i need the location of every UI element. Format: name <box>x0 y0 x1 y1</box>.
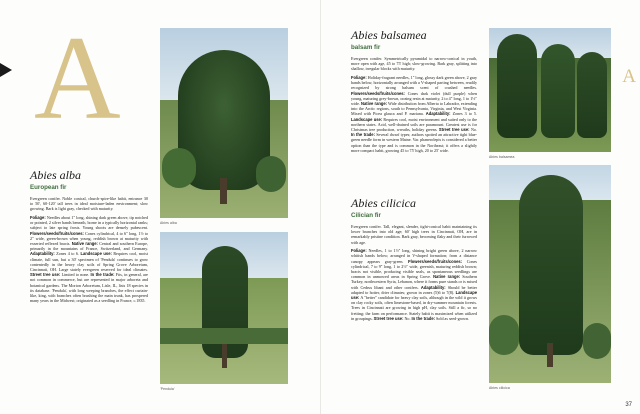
abies-balsamea-photo-caption: Abies balsamea <box>489 154 515 159</box>
shrub-shape <box>256 156 286 192</box>
paragraph-text: No. <box>469 127 477 133</box>
run-in-head: Adaptability: <box>420 284 446 290</box>
right-page <box>321 0 640 414</box>
abies-cilicica-photo <box>489 165 611 383</box>
run-in-head: Landscape use: <box>351 116 383 122</box>
paragraph-text: Sold as seed-grown. <box>434 315 470 321</box>
abies-cilicica-body <box>351 224 477 321</box>
paragraph-text: Fits, in general, are not common in commerce, but are represented in major arboreta and botanical gardens. The Morton Arboretum, Lisle, IL, lists 18 species in its database. 'Pendula', with long weeping branches, the effect curtain-like, king, with branches often brushing the main trunk, has prospered many years in the Midwest; originated as a seedling in France, c.1835. <box>30 272 148 304</box>
paragraph <box>351 56 477 72</box>
run-in-head: Foliage: <box>351 248 367 254</box>
run-in-head: In the trade: <box>351 132 375 138</box>
abies-balsamea-body <box>351 56 477 153</box>
abies-balsamea-photo <box>489 28 611 152</box>
run-in-head: Street tree use: <box>30 272 61 278</box>
run-in-head: Adaptability: <box>425 111 451 117</box>
page-number: 37 <box>625 402 632 408</box>
hedge-shape <box>160 328 288 344</box>
run-in-head: Street tree use: <box>373 315 404 321</box>
paragraph-text: Evergreen conifer. Tall, elegant, slender, tight-conical habit maintaining its lower branches into old age; 60' high trees in Cincinnati, OH, are in remarkably pristine condition. Bark gray, becoming flaky and their furrowed with age. <box>351 224 477 245</box>
paragraph <box>30 215 148 303</box>
drop-cap-letter: A <box>34 11 121 144</box>
paragraph-text: Holiday-fragrant needles, 1" long, glossy dark green above, 2 gray bands below, horizontally arranged with a V-shaped parting between, readily recognized by strong balsam scent of crushed needles. <box>351 75 477 91</box>
paragraph-text: Zones 3 to 5. <box>450 111 478 117</box>
species-name-abies-alba: Abies alba <box>30 168 81 182</box>
tree-trunk <box>222 344 227 368</box>
common-name-balsam-fir: balsam fir <box>351 44 381 51</box>
tree-shape <box>541 44 575 138</box>
paragraph-text: Several dwarf types; authors spotted an attractive tight blue-green needle form in western Maine. Var. phanerolepis is considered a better option than the type and is common in the Northeast; it offers a slightly more compact habit, growing 45 to 75' high, 20 to 25' wide. <box>351 132 477 153</box>
paragraph-text: Limited to none. <box>60 272 91 278</box>
paragraph-text: Wide distribution from Alberta to Labrador, extending into the Arctic regions, south to Pennsylvania, Virginia, and West Virginia. Mixed with Picea glauca and P. mariana. <box>351 101 477 117</box>
paragraph-text: Requires cool, moist environment and suited only to the northern states. Acid, well-drained soils are paramount. Greatest use is for Christmas tree production, wreaths, holiday greens. <box>351 116 477 133</box>
run-in-head: Adaptability: <box>30 251 55 257</box>
abies-alba-body <box>30 196 148 303</box>
abies-alba-photo-caption: Abies alba <box>160 220 177 225</box>
paragraph-text: Needles about 1" long, shining dark green above, tip notched or pointed, 2 silver bands beneath, borne in a typically horizontal ranks; subject to late spring frosts. Young shoots are densely pubescent. <box>30 215 148 231</box>
common-name-european-fir: European fir <box>30 184 67 191</box>
paragraph-text: A "better" candidate for heavy clay soils, although in the wild it grows on clay rocky soils, often limestone-based, in dry-summer mountain forests. Trees in Cincinnati are growing in high pH, clay soils. Still a fir, so no fretting; the farm on performance. Stately habit is maximized when utilized in groupings. <box>351 295 477 321</box>
tree-trunk <box>220 178 227 204</box>
paragraph-text: Cones dark violet (dull purple) when young, maturing grey-brown, oozing resin at maturity, 2 to 4" long, 1 to 1½" wide. <box>351 90 477 107</box>
shrub-shape <box>162 148 196 188</box>
run-in-head: Flowers/seeds/fruits/cones: <box>30 230 84 236</box>
right-edge-letter-marker: A <box>622 66 636 87</box>
run-in-head: Foliage: <box>351 75 367 80</box>
paragraph-text: Zones 4 to 6. <box>54 251 81 257</box>
run-in-head: Flowers/seeds/fruits/cones: <box>408 258 463 264</box>
run-in-head: Landscape use: <box>80 251 112 257</box>
paragraph <box>351 224 477 245</box>
run-in-head: Native range: <box>361 101 387 107</box>
paragraph-text: Should be better adapted to hotter, drier climates; grown in zones (5)6 to 7(8). <box>351 284 478 295</box>
abies-alba-pendula-photo <box>160 232 288 384</box>
paragraph-text: No. <box>403 315 412 321</box>
abies-alba-pendula-photo-caption: 'Pendula' <box>160 386 175 391</box>
species-name-abies-cilicica: Abies cilicica <box>351 196 416 210</box>
abies-alba-photo <box>160 28 288 218</box>
paragraph-text: Cones cylindrical, 4 to 6" long, 1½ to 2" wide, green-brown when young, reddish brown at maturity with exserted reflexed bracts. <box>30 230 148 247</box>
run-in-head: Flowers/seeds/fruits/cones: <box>351 90 405 96</box>
common-name-cilician-fir: Cilician fir <box>351 212 381 219</box>
paragraph <box>351 248 477 321</box>
paragraph-text: Requires cool, moist climate, full sun, but a 30' specimen of 'Pendula' continues to grow contentedly in the heavy clay soils of Spring Grove Arboretum, Cincinnati, OH. Large stately evergreen reserved for ideal climates. <box>30 251 148 273</box>
abies-balsamea-entry <box>351 28 477 156</box>
paragraph-text: Evergreen conifer. Symmetrically pyramidal to narrow-conical in youth, more open with age, 45 to 75' high; slow-growing. Bark gray, splitting into shallow, irregular blocks with maturity. <box>351 56 477 72</box>
paragraph <box>351 75 477 153</box>
tree-trunk <box>547 343 553 367</box>
paragraph-text: Southern Turkey, northwestern Syria, Lebanon, where it forms pure stands or is mixed with Cedrus libani and other conifers. <box>351 274 477 290</box>
run-in-head: Landscape use: <box>351 289 477 301</box>
conifer-shape <box>519 175 583 355</box>
abies-cilicica-photo-caption: Abies cilicica <box>489 385 510 390</box>
run-in-head: Foliage: <box>30 215 46 220</box>
run-in-head: In the trade: <box>90 272 115 278</box>
run-in-head: In the trade: <box>411 315 435 321</box>
paragraph <box>30 196 148 212</box>
species-name-abies-balsamea: Abies balsamea <box>351 28 427 42</box>
tree-shape <box>577 52 607 138</box>
abies-cilicica-entry <box>351 196 477 324</box>
run-in-head: Native range: <box>433 274 461 280</box>
abies-alba-entry <box>30 168 148 307</box>
run-in-head: Native range: <box>71 241 98 247</box>
paragraph-text: Needles, 1 to 1½" long, shining bright green above, 2 narrow whitish bands below; arranged in V-shaped formation; from a distance canopy appears gray-green. <box>351 248 477 264</box>
paragraph-text: Evergreen conifer. Noble conical, church-spire-like habit, entrance 30 to 50', 60-120' tall trees in ideal moisture-laden environment; slow growing. Bark is light gray, checked with maturity. <box>30 196 148 212</box>
drop-cap-block <box>34 11 144 158</box>
shrub-shape <box>489 315 519 355</box>
paragraph-text: Cones cylindrical, 7 to 9" long, 1 to 2½" wide, greenish, maturing reddish brown; bracts not visible, producing visible seals, as spontaneous seedlings are common in unmowed areas in Spring Grove. <box>351 258 477 280</box>
shrub-shape <box>583 323 611 359</box>
run-in-head: Street tree use: <box>438 127 470 133</box>
tree-shape <box>497 34 537 138</box>
paragraph-text: Central and southern Europe, primarily in the mountains of France, Switzerland, and Germany. <box>30 241 149 252</box>
